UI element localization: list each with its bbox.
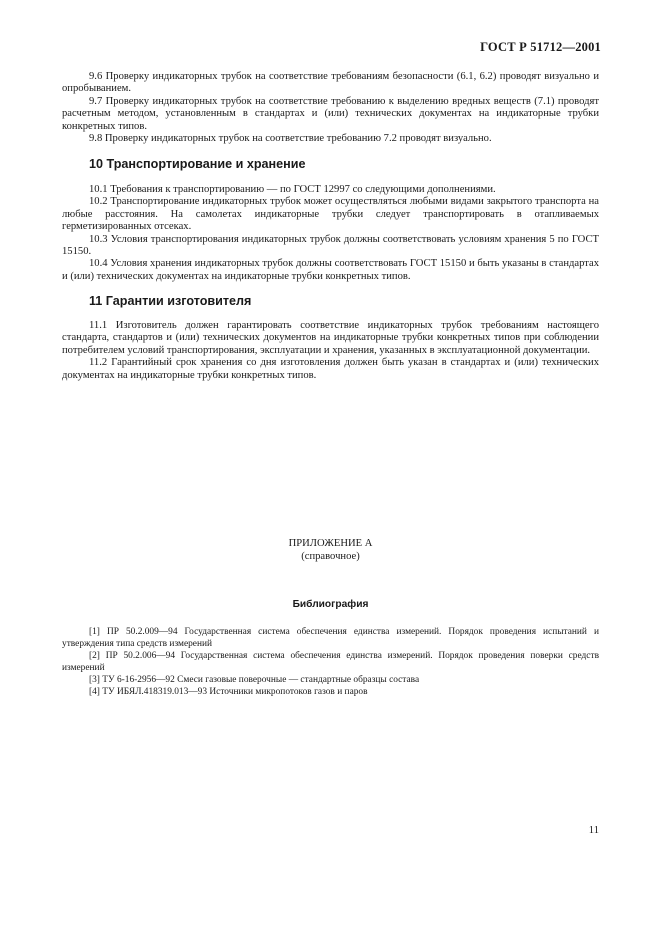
document-code-header: ГОСТ Р 51712—2001 [480, 40, 601, 54]
bibliography-entry: [4] ТУ ИБЯЛ.418319.013—93 Источники микропотоков газов и паров [89, 687, 368, 698]
paragraph-10-4: 10.4 Условия хранения индикаторных трубок должны соответствовать ГОСТ 15150 и быть указаны в стандартах и (или) технических документах на индикаторные трубки конкретных типов. [62, 258, 599, 282]
paragraph-9-7: 9.7 Проверку индикаторных трубок на соответствие требованию к выделению вредных веществ (7.1) проводят расчетным методом, установленным в стандартах и (или) технических документах на индикаторные трубки конкретных типов. [62, 95, 599, 132]
section-11-title: 11 Гарантии изготовителя [89, 294, 252, 308]
paragraph-11-1: 11.1 Изготовитель должен гарантировать соответствие индикаторных трубок требованиям настоящего стандарта, стандартов и (или) технических документов на индикаторные трубки конкретных типов при соблюдении потребителем условий транспортирования, эксплуатации и хранения, указанных в эксплуатационной документации. [62, 320, 599, 356]
section-9-tail [62, 71, 599, 145]
section-10-body [62, 184, 599, 283]
bibliography-title: Библиография [292, 599, 369, 610]
paragraph-10-3: 10.3 Условия транспортирования индикаторных трубок должны соответствовать условиям хранения 5 по ГОСТ 15150. [62, 233, 599, 258]
bibliography-list [62, 626, 599, 699]
paragraph-10-2: 10.2 Транспортирование индикаторных трубок может осуществляться любыми видами закрытого транспорта на любые расстояния. На самолетах индикаторные трубки следует транспортировать в отапливаемых герметизированных отсеках. [62, 196, 599, 233]
section-11-body [62, 320, 599, 382]
bibliography-entry: [3] ТУ 6-16-2956—92 Смеси газовые поверочные — стандартные образцы состава [89, 675, 420, 686]
bibliography-entry: [1] ПР 50.2.009—94 Государственная система обеспечения единства измерений. Порядок проведения испытаний и утверждения типа средств измерений [62, 627, 599, 650]
paragraph-9-6: 9.6 Проверку индикаторных трубок на соответствие требованиям безопасности (6.1, 6.2) проводят визуально и опробыванием. [62, 71, 599, 95]
page-number: 11 [588, 825, 599, 836]
paragraph-9-8: 9.8 Проверку индикаторных трубок на соответствие требованию 7.2 проводят визуально. [89, 133, 492, 145]
paragraph-10-1: 10.1 Требования к транспортированию — по ГОСТ 12997 со следующими дополнениями. [89, 184, 496, 195]
bibliography-entry: [2] ПР 50.2.006—94 Государственная система обеспечения единства измерений. Порядок проведения поверки средств измерений [62, 651, 599, 674]
appendix-subtitle: (справочное) [301, 550, 360, 562]
appendix-heading [0, 538, 661, 563]
section-10-title: 10 Транспортирование и хранение [89, 157, 306, 171]
appendix-title: ПРИЛОЖЕНИЕ А [288, 538, 373, 549]
paragraph-11-2: 11.2 Гарантийный срок хранения со дня изготовления должен быть указан в стандартах и (или) технических документах на индикаторные трубки конкретных типов. [62, 357, 599, 381]
